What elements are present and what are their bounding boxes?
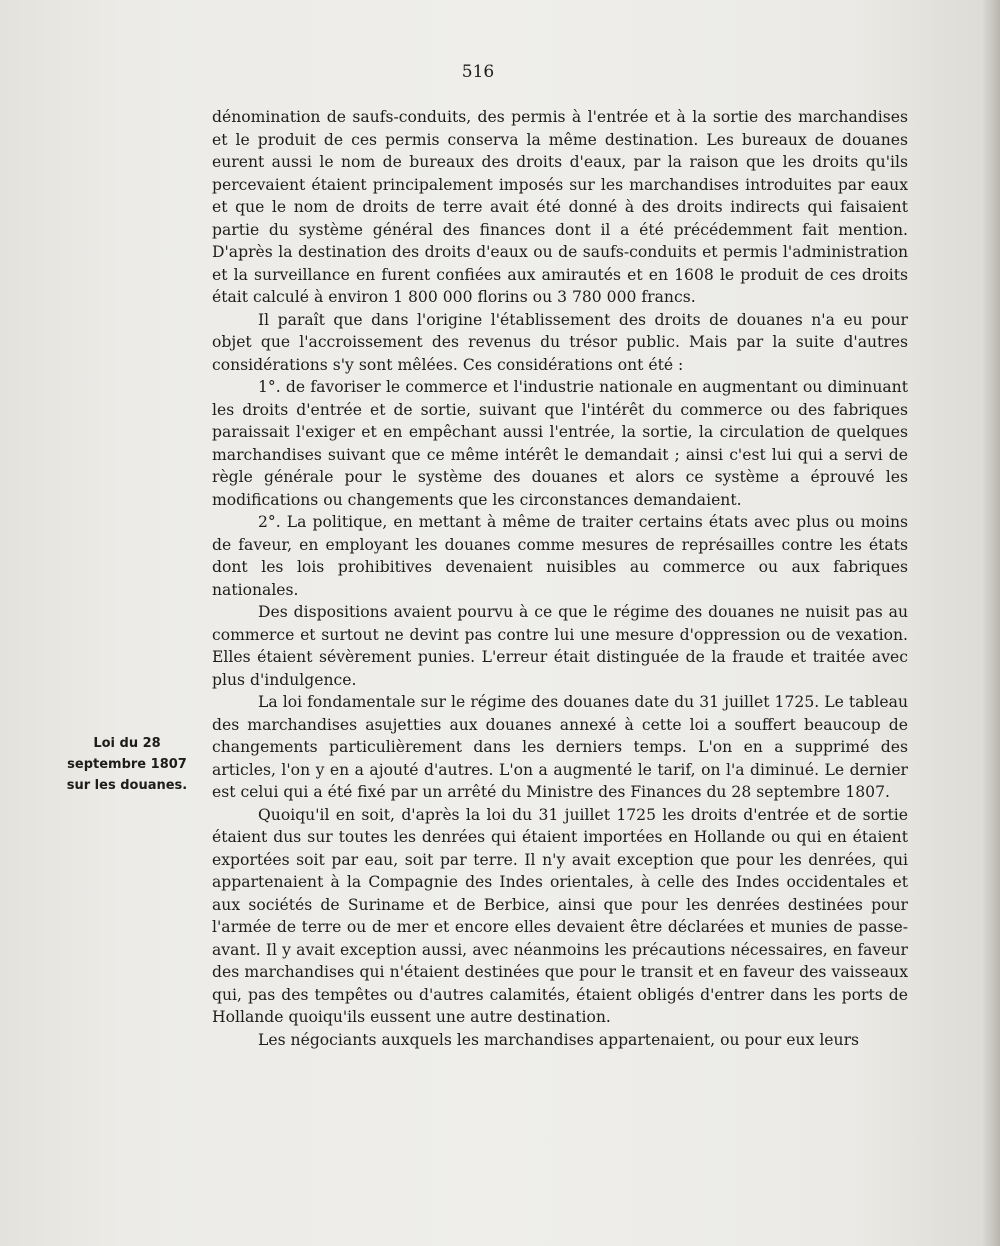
paragraph-1: dénomination de saufs-conduits, des permis à l'entrée et à la sortie des marchandises et le produit de ces permis conserva la même destination. Les bureaux de douanes eurent aussi le nom de bureaux des droits d'eaux, par la raison que les droits qu'ils percevaient étaient principalement imposés sur les marchandises introduites par eaux et que le nom de droits de terre avait été donné à des droits indirects qui faisaient partie du système général des finances dont il a été précédemment fait mention. D'après la destination des droits d'eaux ou de saufs-conduits et permis l'administration et la surveillance en furent confiées aux amirautés et en 1608 le produit de ces droits était calculé à environ 1 800 000 florins ou 3 780 000 francs. [212, 108, 908, 306]
paragraph-3: 1°. de favoriser le commerce et l'industrie nationale en augmentant ou diminuant les droits d'entrée et de sortie, suivant que l'intérêt du commerce ou des fabriques paraissait l'exiger et en empêchant aussi l'entrée, la sortie, la circulation de quelques marchandises suivant que ce même intérêt le demandait ; ainsi c'est lui qui a servi de règle générale pour le système des douanes et alors ce système a éprouvé les modifications ou changements que les circonstances demandaient. [212, 378, 908, 509]
paragraph-2: Il paraît que dans l'origine l'établissement des droits de douanes n'a eu pour objet que l'accroissement des revenus du trésor public. Mais par la suite d'autres considérations s'y sont mêlées. Ces considérations ont été : [212, 310, 908, 374]
paragraph-8: Les négociants auxquels les marchandises appartenaient, ou pour eux leurs [258, 1030, 860, 1049]
margin-note: Loi du 28 septembre 1807 sur les douanes. [66, 736, 188, 793]
paragraph-5: Des dispositions avaient pourvu à ce que le régime des douanes ne nuisit pas au commerce et surtout ne devint pas contre lui une mesure d'oppression ou de vexation. Elles étaient sévèrement punies. L'erreur était distinguée de la fraude et traitée avec plus d'indulgence. [212, 603, 908, 689]
body-text [212, 106, 908, 1051]
paragraph-7: Quoiqu'il en soit, d'après la loi du 31 juillet 1725 les droits d'entrée et de sortie étaient dus sur toutes les denrées qui étaient importées en Hollande ou qui en étaient exportées soit par eau, soit par terre. Il n'y avait exception que pour les denrées, qui appartenaient à la Compagnie des Indes orientales, à celle des Indes occidentales et aux sociétés de Suriname et de Berbice, ainsi que pour les denrées destinées pour l'armée de terre ou de mer et encore elles devaient être déclarées et munies de passe-avant. Il y avait exception aussi, avec néanmoins les précautions nécessaires, en faveur des marchandises qui n'étaient destinées que pour le transit et en faveur des vaisseaux qui, pas des tempêtes ou d'autres calamités, étaient obligés d'entrer dans les ports de Hollande quoiqu'ils eussent une autre destination. [212, 805, 908, 1026]
paragraph-4: 2°. La politique, en mettant à même de traiter certains états avec plus ou moins de faveur, en employant les douanes comme mesures de représailles contre les états dont les lois prohibitives devenaient nuisibles au commerce ou aux fabriques nationales. [212, 513, 908, 599]
page-number: 516 [461, 62, 495, 82]
paragraph-6: La loi fondamentale sur le régime des douanes date du 31 juillet 1725. Le tableau des marchandises asujetties aux douanes annexé à cette loi a souffert beaucoup de changements particulièrement dans les derniers temps. L'on en a supprimé des articles, l'on y en a ajouté d'autres. L'on a augmenté le tarif, on l'a diminué. Le dernier est celui qui a été fixé par un arrêté du Ministre des Finances du 28 septembre 1807. [212, 693, 908, 801]
